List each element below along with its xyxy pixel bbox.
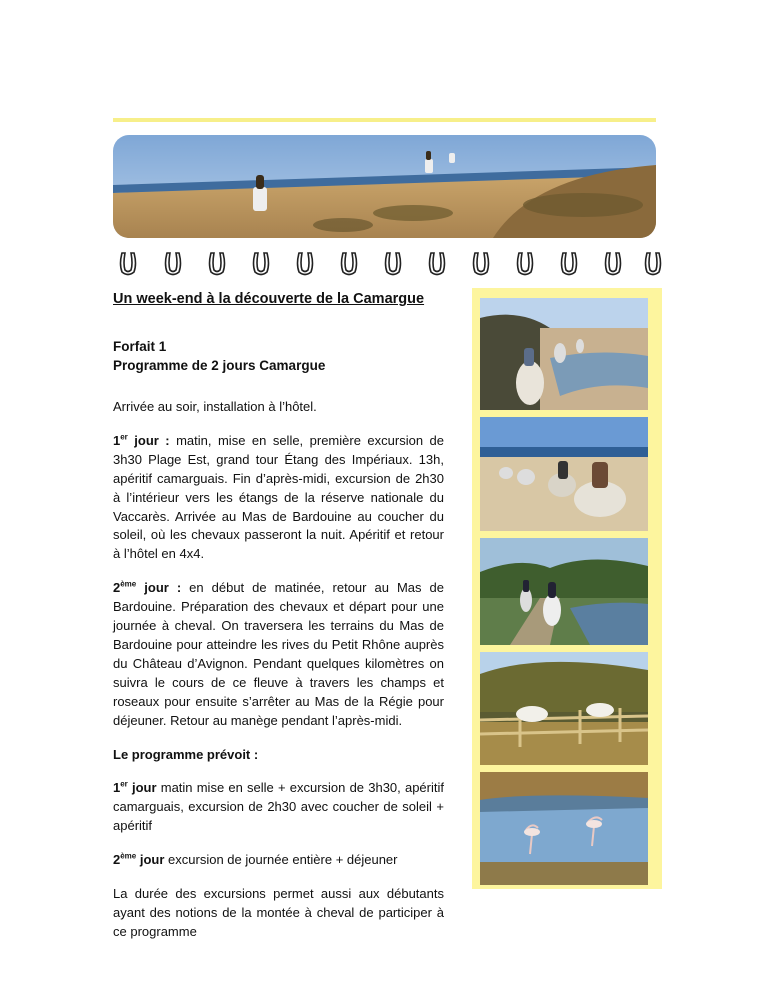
- day2-text: en début de matinée, retour au Mas de Bardouine. Préparation des chevaux et départ pour une journée à cheval. On traversera les terrains du Mas de Bardouine pour atteindre les rives du Petit Rhône auprès du Château d’Avignon. Pendant quelques kilomètres on suivra le cours de ce fleuve à travers les champs et roseaux pour ensuite s’arrêter au Mas de la Régie pour déjeuner. Retour au manège pendant l’après-midi.: [113, 580, 444, 728]
- horseshoe-icon: [295, 250, 315, 276]
- forfait-number: Forfait 1: [113, 339, 167, 354]
- horseshoe-icon: [339, 250, 359, 276]
- forfait-heading: [113, 337, 325, 375]
- banner-beach-riders-photo: [113, 135, 656, 238]
- horseshoe-icon: [643, 250, 663, 276]
- photo-riders-canal: [480, 538, 648, 645]
- photo-horses-paddock: [480, 652, 648, 765]
- photo-riders-beach: [480, 417, 648, 531]
- horseshoe-icon: [603, 250, 623, 276]
- program-item-day1: [113, 779, 444, 836]
- program-item-day2: [113, 851, 444, 870]
- horseshoe-icon: [427, 250, 447, 276]
- page-title: Un week-end à la découverte de la Camargue: [113, 291, 425, 307]
- day1-label: 1er jour :: [113, 432, 170, 448]
- arrival-paragraph: Arrivée au soir, installation à l’hôtel.: [113, 399, 317, 414]
- day1-paragraph: [113, 432, 444, 564]
- photo-riders-lagoon: [480, 298, 648, 410]
- horseshoe-divider: [113, 250, 663, 278]
- horseshoe-icon: [207, 250, 227, 276]
- top-divider: [113, 118, 656, 122]
- program-note: La durée des excursions permet aussi aux débutants ayant des notions de la montée à cheval de participer à ce programme: [113, 886, 444, 939]
- photo-flamingos: [480, 772, 648, 885]
- forfait-subtitle: Programme de 2 jours Camargue: [113, 358, 326, 373]
- horseshoe-icon: [515, 250, 535, 276]
- horseshoe-icon: [383, 250, 403, 276]
- day2-paragraph: [113, 579, 444, 730]
- horseshoe-icon: [118, 250, 138, 276]
- horseshoe-icon: [251, 250, 271, 276]
- day2-label: 2ème jour :: [113, 579, 182, 596]
- horseshoe-icon: [471, 250, 491, 276]
- horseshoe-icon: [559, 250, 579, 276]
- program-heading: Le programme prévoit :: [113, 746, 259, 762]
- program-item-day1-label: 1er jour: [113, 780, 157, 796]
- photo-sidebar: [472, 288, 662, 889]
- program-item-day2-label: 2ème jour: [113, 851, 165, 868]
- main-text: [113, 398, 444, 957]
- day1-text: matin, mise en selle, première excursion de 3h30 Plage Est, grand tour Étang des Impériaux. 13h, apéritif camarguais. Fin d’après-midi, excursion de 2h30 à l’intérieur vers les étangs de la réserve nationale du Vaccarès. Arrivée au Mas de Bardouine au coucher du soleil, où les chevaux passeront la nuit. Apéritif et retour à l’hôtel en 4x4.: [113, 432, 444, 562]
- program-item-day2-text: excursion de journée entière + déjeuner: [164, 852, 398, 868]
- horseshoe-icon: [163, 250, 183, 276]
- program-item-day1-text: matin mise en selle + excursion de 3h30, apéritif camarguais, excursion de 2h30 avec coucher de soleil + apéritif: [113, 780, 444, 834]
